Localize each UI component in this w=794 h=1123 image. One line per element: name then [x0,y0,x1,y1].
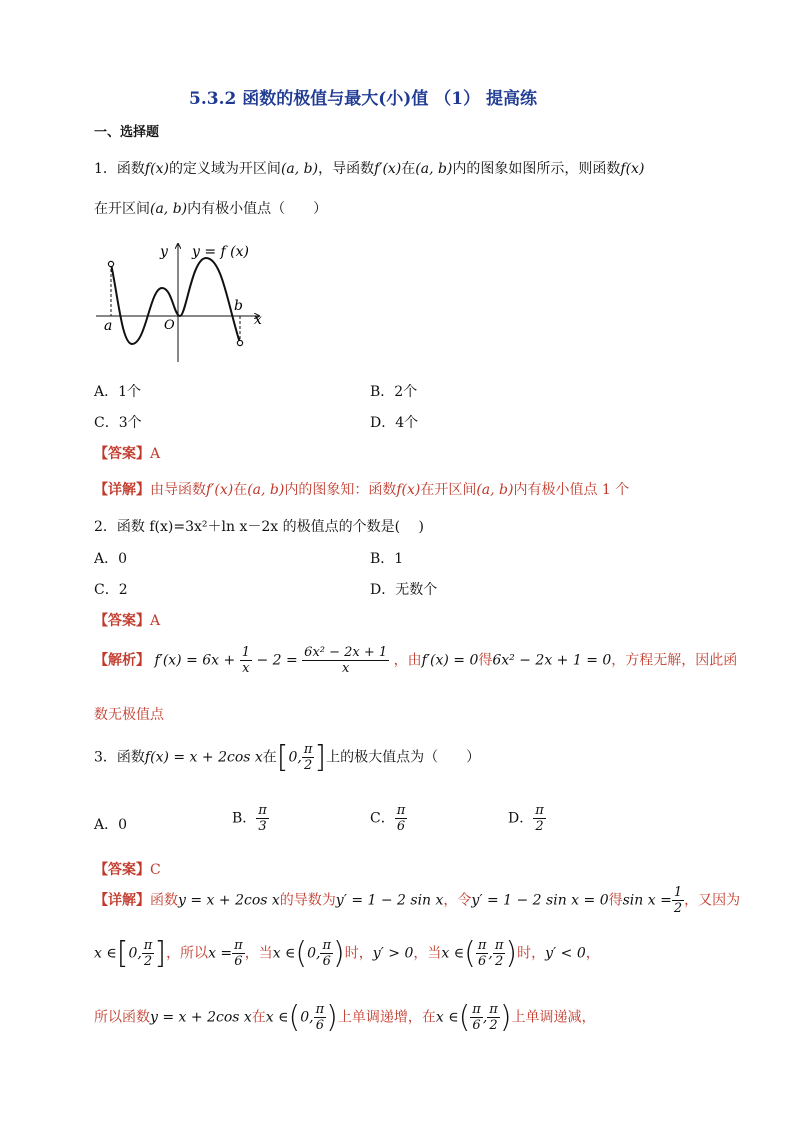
q2-option-c[interactable]: C．2 [94,582,128,598]
fraction-pi-over-2: $\frac{\pi}{2}$ [303,742,313,773]
q1-option-a[interactable]: A．1个 [94,384,142,400]
q1-answer: 【答案】A [94,446,161,462]
derivative-graph [94,236,274,364]
q2-stem: 2．函数 f(x)=3x²＋ln x－2x 的极值点的个数是( ) [94,519,424,535]
q3-detail-line1: 【详解】函数y = x + 2cos x的导数为y′ = 1 − 2 sin x，令y′ = 1 − 2 sin x = 0得sin x = $\frac{1}{2}$ ，又因为 [94,885,741,916]
q3-option-b[interactable]: B． $\frac{\pi}{3}$ [232,803,267,834]
q3-detail-line2: x ∈[0, $\frac{\pi}{2}$ ]，所以x = $\frac{\pi}{6}$ ，当x ∈(0, $\frac{\pi}{6}$ )时，y′ > 0，当x ∈( $\frac{\pi}{6}$ , $\frac{\pi}{2}$ )时，y′ < 0， [94,936,600,971]
q3-option-c[interactable]: C． $\frac{\pi}{6}$ [370,803,406,834]
derivative-curve [111,258,240,344]
q1-option-c[interactable]: C．3个 [94,415,142,431]
fraction-derivative: $\frac{\text{6x² − 2x + 1}}{x}$ [304,645,388,676]
endpoint-b-circle [237,340,242,345]
q3-stem: 3．函数f(x) = x + 2cos x在[0, $\frac{\pi}{2}$ ]上的极大值点为（ ） [94,740,481,775]
q3-detail-line3: 所以函数y = x + 2cos x在x ∈(0, $\frac{\pi}{6}$ )上单调递增，在x ∈( $\frac{\pi}{6}$ , $\frac{\pi}{2}$ )上单调递减， [94,1000,596,1035]
q3-option-a[interactable]: A．0 [94,817,128,833]
q1-stem-line1: 1．函数f(x)的定义域为开区间(a, b)，导函数f′(x)在(a, b)内的图象如图所示，则函数f(x) [94,161,645,177]
q1-detail: 【详解】由导函数f′(x)在(a, b)内的图象知：函数f(x)在开区间(a, b)内有极小值点 1 个 [94,482,630,498]
q2-analysis: 【解析】 f′(x) = 6x + $\frac{1}{x}$ − 2 = $\frac{\text{6x² − 2x + 1}}{x}$ ，由f′(x) = 0得6x² − 2x + 1 = 0，方程无解，因此函 [94,645,738,676]
fraction-1-over-x: $\frac{1}{x}$ [241,645,250,676]
q2-analysis-line2: 数无极值点 [94,707,164,723]
origin-label: O [164,318,175,333]
q1-option-b[interactable]: B．2个 [370,384,418,400]
q1-stem-line2: 在开区间(a, b)内有极小值点（ ） [94,201,328,217]
q2-option-a[interactable]: A．0 [94,551,128,567]
section-heading: 一、选择题 [94,125,160,140]
function-label: y = f (x) [192,244,249,260]
endpoint-a-circle [108,261,113,266]
b-label: b [234,298,243,314]
q3-option-d[interactable]: D． $\frac{\pi}{2}$ [508,803,544,834]
a-label: a [104,318,113,334]
x-axis-label: x [254,312,262,328]
q2-option-d[interactable]: D．无数个 [370,582,438,598]
q1-option-d[interactable]: D．4个 [370,415,419,431]
y-axis-label: y [160,244,168,260]
q2-option-b[interactable]: B．1 [370,551,404,567]
q3-answer: 【答案】C [94,862,161,878]
page-title: 5.3.2 函数的极值与最大(小)值 （1） 提高练 [189,89,537,109]
q2-answer: 【答案】A [94,613,161,629]
